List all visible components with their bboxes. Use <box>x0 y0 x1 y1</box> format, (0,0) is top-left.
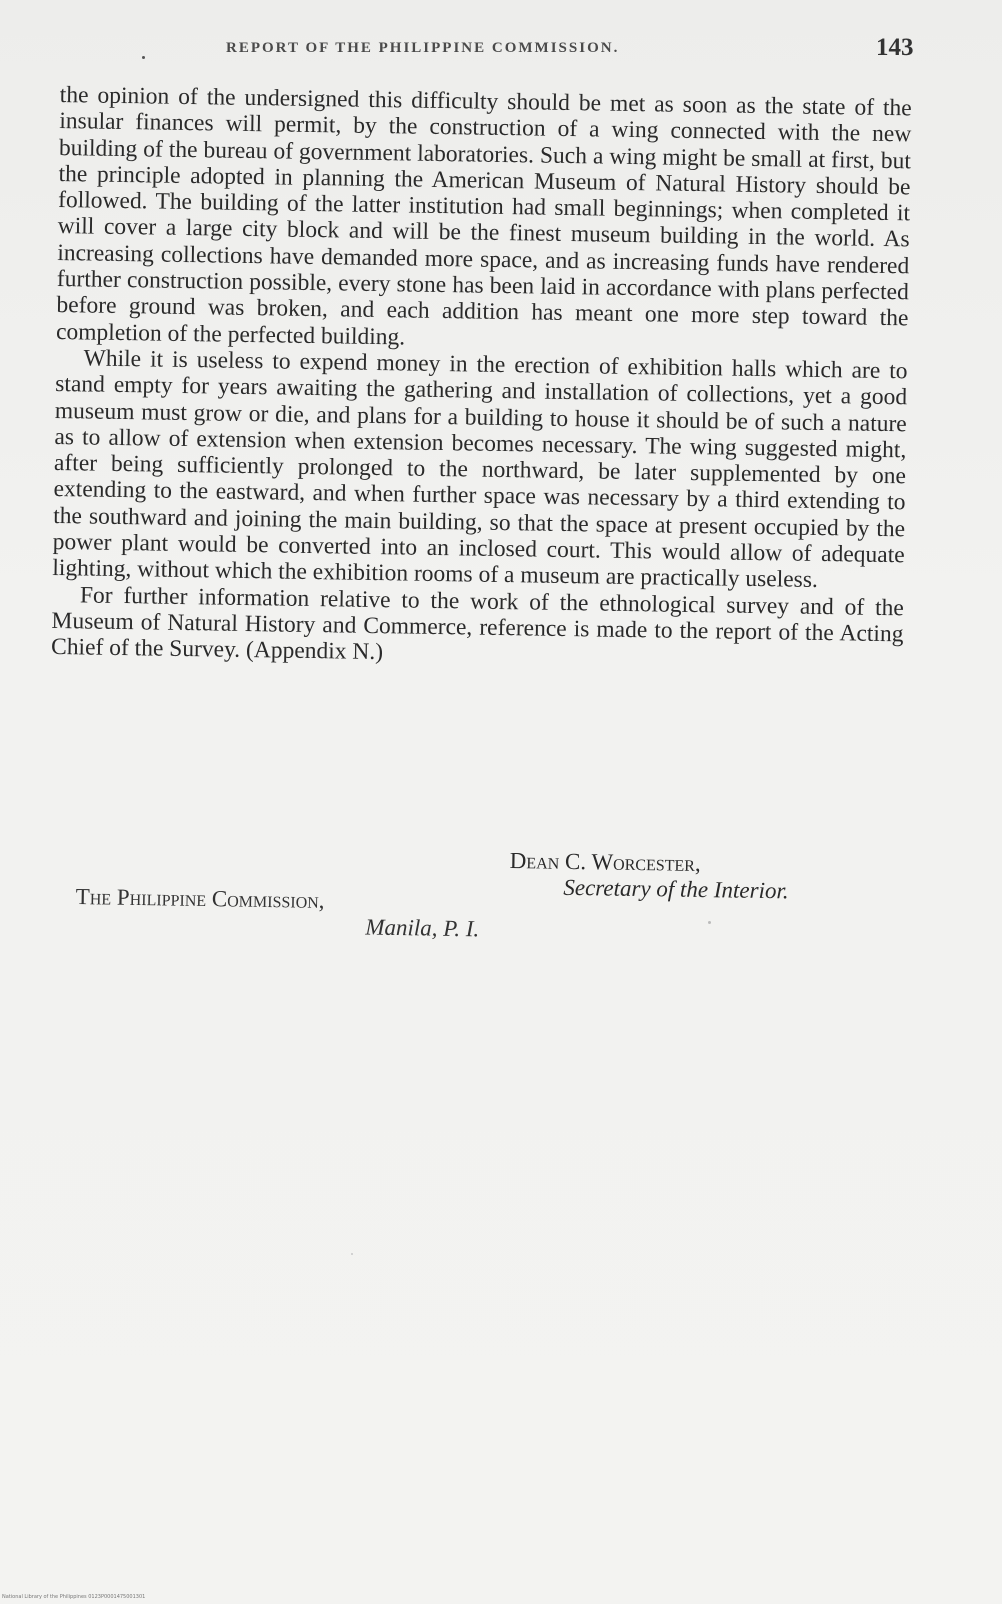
addressee-block <box>75 884 480 942</box>
scan-credit: National Library of the Philippines 0123P0001475001301 <box>2 1594 146 1600</box>
signature-block <box>509 848 789 904</box>
addressee-place: Manila, P. I. <box>365 914 480 942</box>
running-title: REPORT OF THE PHILIPPINE COMMISSION. <box>226 40 620 56</box>
paper-blemish <box>351 1253 353 1255</box>
paragraph-2: While it is useless to expend money in the erection of exhibition halls which are to stand empty for years awaiting the gathering and installation of collections, yet a good museum must grow or die, and plans for a building to house it should be of such a nature as to allow of extension when extension becomes necessary. The wing suggested might, after being sufficiently prolonged to the northward, be later supplemented by one extending to the eastward, and when further space was necessary by a third extending to the southward and joining the main building, so that the space at present occupied by the power plant would be converted into an inclosed court. This would allow of adequate lighting, without which the exhibition rooms of a museum are practically useless. <box>52 345 908 594</box>
addressee-name: The Philippine Commission, <box>75 884 325 913</box>
paragraph-3: For further information relative to the work of the ethnological survey and of the Museum of Natural History and Commerce, reference is made to the report of the Acting Chief of the Survey. (Appendix N.) <box>50 582 905 666</box>
signatory-title: Secretary of the Interior. <box>563 874 789 904</box>
page-header <box>0 34 1002 70</box>
page-number: 143 <box>876 34 914 61</box>
signatory-name: Dean C. Worcester, <box>509 848 701 876</box>
body-text <box>51 82 912 674</box>
ink-speck <box>142 56 145 59</box>
paragraph-1: the opinion of the undersigned this difficulty should be met as soon as the state of the insular finances will permit, by the construction of a wing connected with the new building of the bureau of government laboratories. Such a wing might be small at first, but the principle adopted in planning the American Museum of Natural History should be followed. The building of the latter institution had small beginnings; when completed it will cover a large city block and will be the finest museum building in the world. As increasing collections have demanded more space, and as increasing funds have rendered further construction possible, every stone has been laid in accordance with plans perfected before ground was broken, and each addition has meant one more step toward the completion of the perfected building. <box>55 82 912 351</box>
paper-blemish <box>708 921 711 924</box>
